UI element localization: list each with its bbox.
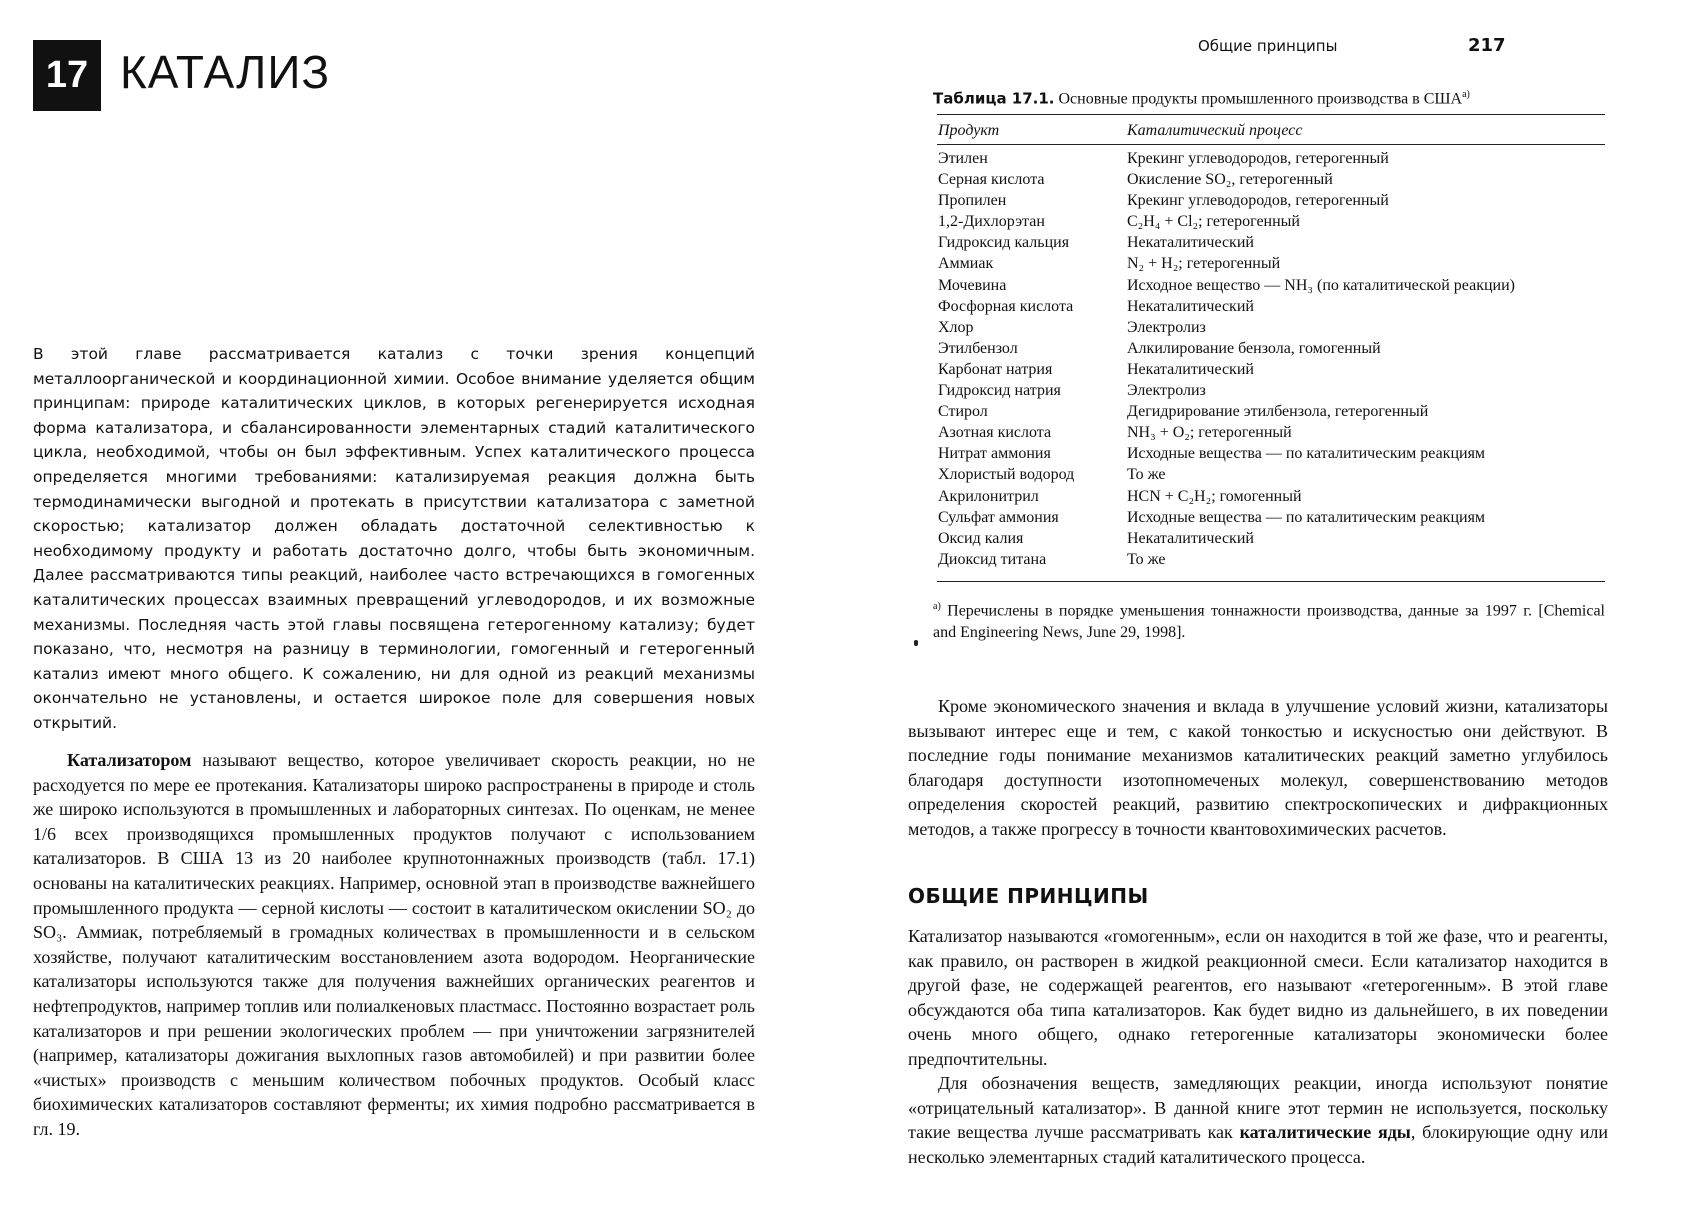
- table-row: [938, 190, 1618, 211]
- table-cell-product: 1,2-Дихлорэтан: [938, 213, 1045, 231]
- chapter-title: КАТАЛИЗ: [120, 46, 331, 98]
- table-cell-product: Фосфорная кислота: [938, 297, 1074, 315]
- table-cell-product: Серная кислота: [938, 171, 1045, 189]
- table-row: [938, 464, 1618, 485]
- table-cell-process: Электролиз: [1127, 318, 1206, 336]
- table-row: [938, 317, 1618, 338]
- table-caption-note-mark: а): [1462, 89, 1470, 100]
- table-cell-product: Стирол: [938, 403, 988, 421]
- table-cell-process: Крекинг углеводородов, гетерогенный: [1127, 192, 1389, 210]
- table-row: [938, 380, 1618, 401]
- table-row: [938, 211, 1618, 232]
- table-cell-process: Некаталитический: [1127, 234, 1254, 252]
- table-cell-product: Нитрат аммония: [938, 445, 1051, 463]
- table-header-product: Продукт: [938, 122, 1000, 139]
- table-bottom-rule: [937, 581, 1605, 582]
- table-cell-product: Карбонат натрия: [938, 360, 1053, 378]
- table-cell-process: Некаталитический: [1127, 529, 1254, 547]
- table-row: [938, 275, 1618, 296]
- table-cell-process: N₂ + H₂; гетерогенный: [1127, 255, 1281, 273]
- table-row: [938, 359, 1618, 380]
- table-cell-process: Исходные вещества — по каталитическим реакциям: [1127, 508, 1486, 526]
- right-page: [900, 0, 1684, 1224]
- table-row: [938, 169, 1618, 190]
- term-catalyst: Катализатором: [67, 750, 192, 770]
- table-cell-product: Пропилен: [938, 192, 1007, 210]
- margin-mark: [914, 640, 918, 646]
- footnote-mark: а): [933, 601, 941, 612]
- table-row: [938, 486, 1618, 507]
- table-top-rule: [937, 114, 1605, 115]
- table-cell-process: Электролиз: [1127, 382, 1206, 400]
- left-page: [0, 0, 790, 1224]
- table-cell-product: Гидроксид кальция: [938, 234, 1070, 252]
- footnote-text: Перечислены в порядке уменьшения тоннажности производства, данные за 1997 г. [Chemical and Engineering News, June 29, 1998].: [933, 602, 1605, 642]
- table-cell-process: То же: [1127, 466, 1166, 484]
- table-cell-product: Аммиак: [938, 255, 994, 273]
- table-header-rule: [937, 144, 1605, 145]
- table-row: [938, 401, 1618, 422]
- table-body: [938, 148, 1618, 570]
- table-cell-product: Сульфат аммония: [938, 508, 1059, 526]
- table-cell-process: C₂H₄ + Cl₂; гетерогенный: [1127, 213, 1300, 231]
- table-row: [938, 422, 1618, 443]
- table-caption-text: Основные продукты промышленного производства в США: [1058, 90, 1463, 108]
- table-cell-product: Этилен: [938, 150, 988, 167]
- table-caption: [933, 84, 1633, 110]
- intro-paragraph-text: называют вещество, которое увеличивает скорость реакции, но не расходуется по мере ее протекания. Катализаторы широко распространены в природе и столь же широко используются в промышленных и лабораторных синтезах. По оценкам, не менее 1/6 всех производящихся промышленных продуктов получают с использованием катализаторов. В США 13 из 20 наиболее крупнотоннажных производств (табл. 17.1) основаны на каталитических реакциях. Например, основной этап в производстве важнейшего промышленного продукта — серной кислоты — состоит в каталитическом окислении SO₂ до SO₃. Аммиак, потребляемый в громадных количествах в промышленности и в сельском хозяйстве, получают каталитическим восстановлением азота водородом. Неорганические катализаторы используются также для получения важнейших органических реагентов и нефтепродуктов, например топлив или полиалкеновых пластмасс. Постоянно возрастает роль катализаторов и при решении экологических проблем — при уничтожении загрязнителей (например, катализаторы дожигания выхлопных газов автомобилей) и при развитии более «чистых» производств с меньшим количеством побочных продуктов. Особый класс биохимических катализаторов составляют ферменты; их химия подробно рассматривается в гл. 19.: [33, 750, 755, 1139]
- table-cell-process: NH₃ + O₂; гетерогенный: [1127, 424, 1292, 442]
- table-row: [938, 443, 1618, 464]
- table-cell-process: Алкилирование бензола, гомогенный: [1127, 339, 1381, 357]
- table-header-process: Каталитический процесс: [1127, 122, 1303, 139]
- table-cell-process: HCN + C₂H₂; гомогенный: [1127, 487, 1302, 505]
- table-cell-process: Исходные вещества — по каталитическим реакциям: [1127, 445, 1486, 463]
- table-cell-product: Хлор: [938, 318, 974, 336]
- table-cell-product: Оксид калия: [938, 529, 1024, 547]
- table-footnote: [933, 596, 1605, 644]
- paragraph-definitions: Катализатор называются «гомогенным», если он находится в той же фазе, что и реагенты, как правило, он растворен в жидкой реакционной смеси. Если катализатор находится в другой фазе, не содержащей реагентов, его называют «гетерогенным». В этой главе обсуждаются оба типа катализаторов. Как будет видно из дальнейшего, в их поведении очень много общего, однако гетерогенные катализаторы экономически более предпочтительны.: [908, 926, 1608, 1069]
- table-row: [938, 148, 1618, 169]
- table-cell-process: Окисление SO₂, гетерогенный: [1127, 171, 1333, 189]
- chapter-number-badge: 17: [33, 40, 101, 111]
- paragraph-inhibitors-text-1: Для обозначения веществ, замедляющих реакции, иногда используют понятие «отрицательный катализатор». В данной книге этот термин не используется, поскольку такие вещества лучше рассматривать как: [908, 1073, 1608, 1143]
- table-cell-product: Гидроксид натрия: [938, 382, 1061, 400]
- table-cell-process: Дегидрирование этилбензола, гетерогенный: [1127, 403, 1429, 421]
- table-cell-product: Мочевина: [938, 276, 1007, 294]
- table-caption-label: Таблица 17.1.: [933, 89, 1055, 108]
- paragraph-interest: Кроме экономического значения и вклада в улучшение условий жизни, катализаторы вызывают интерес еще и тем, с какой тонкостью и искусностью они действуют. В последние годы понимание механизмов каталитических реакций заметно углубилось благодаря доступности изотопномеченых молекул, совершенствованию методов определения скоростей реакций, развитию спектроскопических и дифракционных методов, а также прогрессу в точности квантовохимических расчетов.: [908, 696, 1608, 839]
- table-cell-process: Некаталитический: [1127, 297, 1254, 315]
- running-head: Общие принципы: [1198, 37, 1338, 55]
- chapter-abstract: В этой главе рассматривается катализ с точки зрения концепций металлоорганической и координационной химии. Особое внимание уделяется общим принципам: природе каталитических циклов, в которых регенерируется исходная форма катализатора, и сбалансированности элементарных стадий каталитического цикла, необходимой, чтобы он был эффективным. Успех каталитического процесса определяется многими требованиями: катализируемая реакция должна быть термодинамически выгодной и протекать в присутствии катализатора с заметной скоростью; катализатор должен обладать достаточной селективностью к необходимому продукту и работать достаточно долго, чтобы быть экономичным. Далее рассматриваются типы реакций, наиболее часто встречающихся в гомогенных каталитических процессах взаимных превращений углеводородов, и их возможные механизмы. Последняя часть этой главы посвящена гетерогенному катализу; будет показано, что, несмотря на разницу в терминологии, гомогенный и гетерогенный катализ имеют много общего. К сожалению, ни для одной из реакций механизмы окончательно не установлены, и остается широкое поле для совершения новых открытий.: [33, 345, 755, 732]
- table-cell-process: То же: [1127, 550, 1166, 568]
- term-catalytic-poisons: каталитические яды: [1239, 1122, 1411, 1143]
- paragraph-inhibitors: [908, 1071, 1608, 1169]
- table-row: [938, 253, 1618, 274]
- page-number: 217: [1468, 35, 1506, 56]
- table-row: [938, 507, 1618, 528]
- table-cell-product: Этилбензол: [938, 339, 1018, 357]
- intro-paragraph: [33, 748, 755, 1142]
- table-cell-process: Некаталитический: [1127, 360, 1254, 378]
- table-cell-product: Диоксид титана: [938, 550, 1047, 568]
- table-cell-process: Исходное вещество — NH₃ (по каталитической реакции): [1127, 276, 1515, 294]
- section-heading: ОБЩИЕ ПРИНЦИПЫ: [908, 884, 1149, 908]
- table-row: [938, 232, 1618, 253]
- table-cell-process: Крекинг углеводородов, гетерогенный: [1127, 150, 1389, 167]
- table-row: [938, 338, 1618, 359]
- table-row: [938, 296, 1618, 317]
- paragraph-inhibitors-text-2: , блокирующие одну или несколько элементарных стадий каталитического процесса.: [908, 1122, 1608, 1167]
- table-cell-product: Азотная кислота: [938, 424, 1052, 442]
- table-cell-product: Хлористый водород: [938, 466, 1075, 484]
- table-row: [938, 528, 1618, 549]
- table-cell-product: Акрилонитрил: [938, 487, 1039, 505]
- table-row: [938, 549, 1618, 570]
